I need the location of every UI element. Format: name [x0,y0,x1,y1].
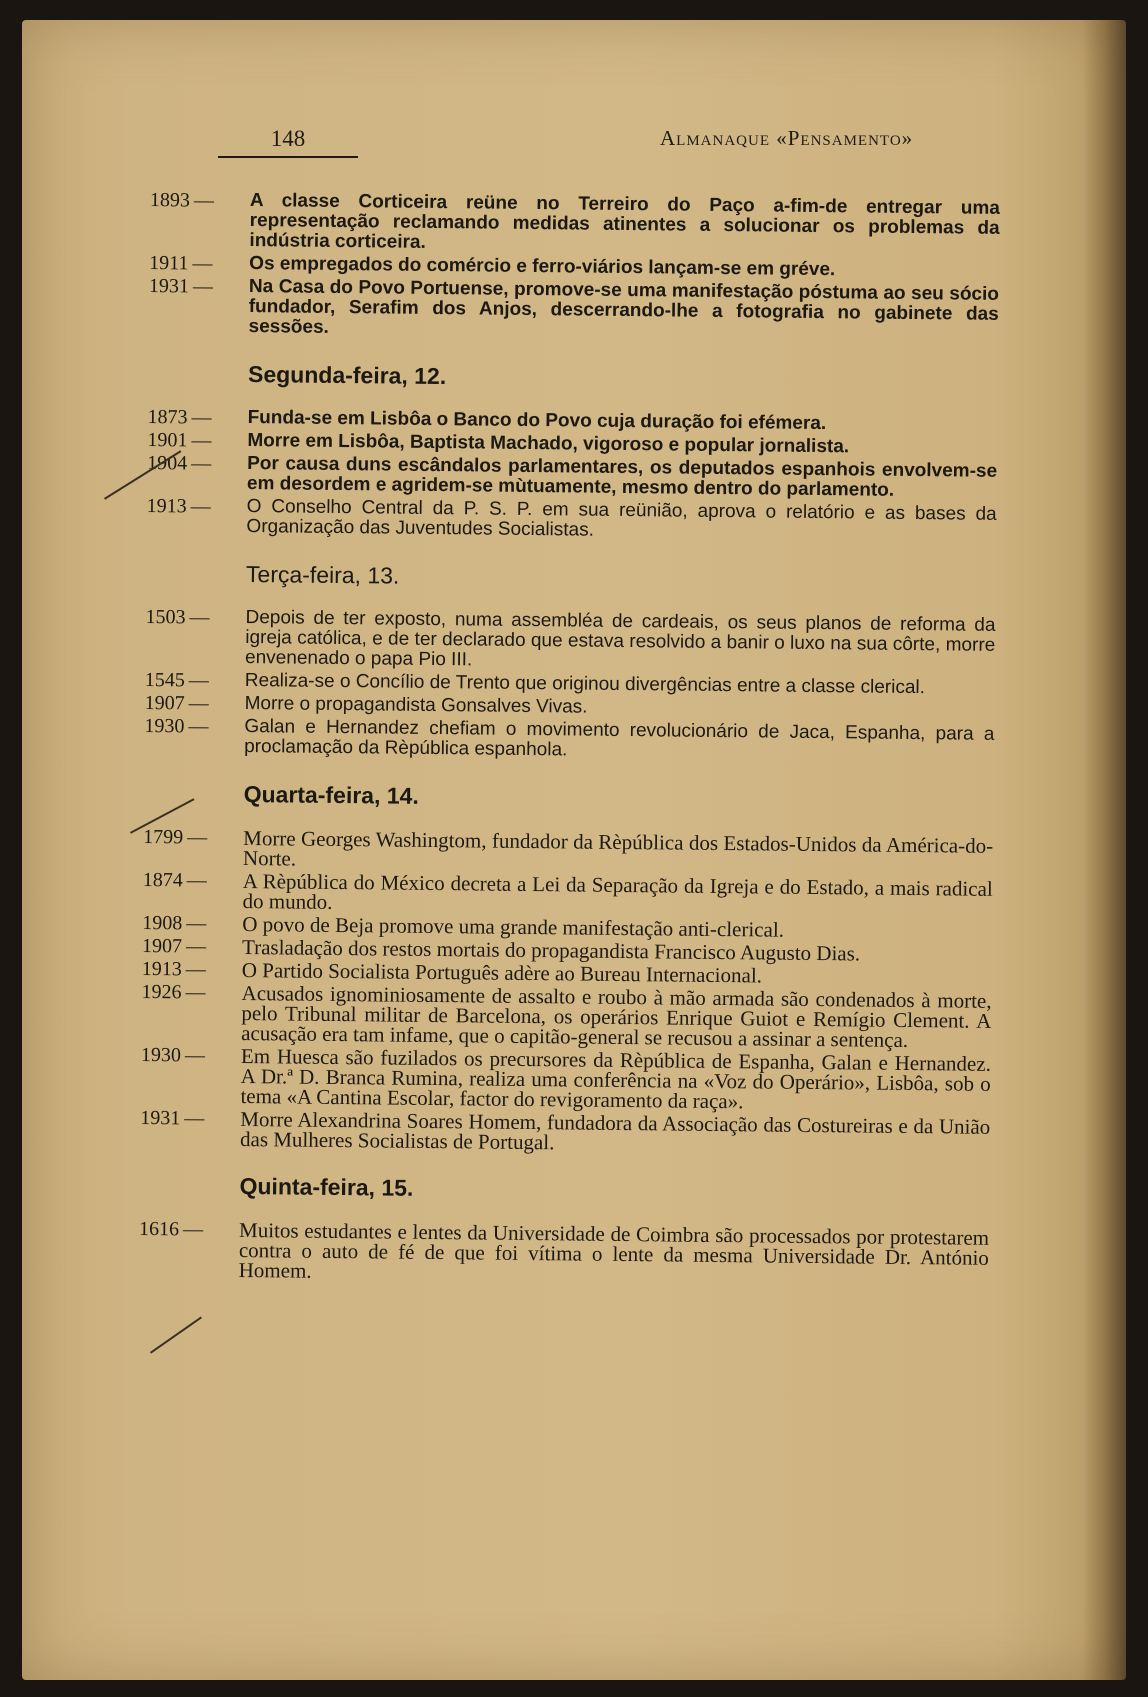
section-monday [146,407,997,545]
entry: 1616 — Muitos estudantes e lentes da Universidade de Coimbra são processados por protestarem contra o auto de fé de que foi vítima o lente da mesma Universidade Dr. António Homem. [139,1219,990,1288]
entry: 1913 — O Conselho Central da P. S. P. em sua reünião, aprova o relatório e as bases da Organização das Juventudes Socialistas. [146,496,996,545]
entry: 1931 — Na Casa do Povo Portuense, promove-se uma manifestação póstuma ao seu sócio fundador, Serafim dos Anjos, descerrando-lhe a fotografia no gabinete das sessões. [148,276,999,345]
entry-text: Realiza-se o Concílio de Trento que originou divergências entre a classe clerical. [244,670,926,699]
entry-year: 1930 [140,1043,182,1067]
entry: 1908 — O povo de Beja promove uma grande manifestação anti-clerical. [142,913,992,942]
entry: 1911 — Os empregados do comércio e ferro-viários lançam-se em gréve. [149,253,999,282]
entry-text: Morre em Lisbôa, Baptista Machado, vigoroso e popular jornalista. [247,430,850,458]
entry-text: Funda-se em Lisbôa o Banco do Povo cuja duração foi efémera. [247,407,827,435]
entry-year: 1873 [147,405,188,429]
entry: 1930 — Em Huesca são fuzilados os precursores da Rèpública de Espanha, Galan e Hernandez. A Dr.ª D. Branca Rumina, realiza uma conferência na «Voz do Operário», Lisbôa, sob o tema «A Cantina Escolar, factor do revigoramento da raça». [140,1043,992,1114]
entry: 1873 — Funda-se em Lisbôa o Banco do Povo cuja duração foi efémera. [148,407,998,436]
entry-text: O Partido Socialista Português adère ao Bureau Internacional. [241,958,763,988]
calendar-content [139,190,1000,1291]
day-heading: Terça-feira, 13. [245,561,400,589]
entry-text: Galan e Hernandez chefiam o movimento revolucionário de Jaca, Espanha, para a proclamação da Rèpública espanhola. [244,716,995,761]
section-continuation [148,190,999,345]
entry-year: 1931 [140,1106,181,1130]
entry: 1907 — Trasladação dos restos mortais do propagandista Francisco Augusto Dias. [142,936,992,965]
entry: 1799 — Morre Georges Washingtom, fundador da Rèpública dos Estados-Unidos da América-do-Norte. [143,827,993,876]
entry-text: Morre Alexandrina Soares Homem, fundadora da Associação das Costureiras e da União das Mulheres Socialistas de Portugal. [239,1106,991,1155]
entry-text: Em Huesca são fuzilados os precursores da Rèpública de Espanha, Galan e Hernandez. A Dr.ª D. Branca Rumina, realiza uma conferência na «Voz do Operário», Lisbôa, sob o tema «A Cantina Escolar, factor do revigoramento da raça». [240,1044,992,1114]
entry-text: A Rèpública do México decreta a Lei da Separação da Igreja e do Estado, a mais radical do mundo. [242,869,993,914]
entry-text: O Conselho Central da P. S. P. em sua reünião, aprova o relatório e as bases da Organização das Juventudes Socialistas. [246,496,997,541]
entry: 1926 — Acusados ignominiosamente de assalto e roubo à mão armada são condenados à morte, pelo Tribunal militar de Barcelona, os operários Enrique Guiot e Remígio Clement. A acusação era tam infame, que o capitão-general se recusou a assinar a sentença. [141,980,992,1052]
entry-text: Muitos estudantes e lentes da Universidade de Coimbra são processados por protestarem contra o auto de fé de que foi vítima o lente da mesma Universidade Dr. António Homem. [238,1217,990,1283]
entry-text: Por causa duns escândalos parlamentares, os deputados espanhois envolvem-se em desordem e agridem-se mùtuamente, mesmo dentro do parlamento. [246,453,998,501]
entry: 1907 — Morre o propagandista Gonsalves Vivas. [145,693,995,722]
entry: 1874 — A Rèpública do México decreta a Lei da Separação da Igreja e do Estado, a mais radical do mundo. [142,870,992,919]
entry-year: 1931 [148,274,190,298]
day-heading: Segunda-feira, 12. [247,361,447,390]
entry-year: 1930 [144,714,185,738]
entry: 1931 — Morre Alexandrina Soares Homem, fundadora da Associação das Costureiras e da União das Mulheres Socialistas de Portugal. [140,1108,990,1157]
entry-year: 1904 [147,451,188,475]
entry-text: O povo de Beja promove uma grande manifestação anti-clerical. [242,912,785,942]
entry-text: Morre Georges Washingtom, fundador da Rèpública dos Estados-Unidos da América-do-Norte. [242,826,994,871]
entry-text: Os empregados do comércio e ferro-viários lançam-se em gréve. [249,253,836,281]
entry-year: 1901 [147,428,188,452]
entry: 1930 — Galan e Hernandez chefiam o movimento revolucionário de Jaca, Espanha, para a proclamação da Rèpública espanhola. [144,716,994,765]
entry-year: 1874 [142,868,183,892]
entry-year: 1911 [149,251,189,275]
section-tuesday [144,607,996,765]
entry-year: 1926 [141,980,182,1004]
entry-text: Depois de ter exposto, numa assembléa de cardeais, os seus planos de reforma da igreja católica, e de ter declarado que estava resolvido a banir o luxo na sua côrte, morre envenenado o papa Pio III. [244,607,996,671]
entry: 1503 — Depois de ter exposto, numa assembléa de cardeais, os seus planos de reforma da igreja católica, e de ter declarado que estava resolvido a banir o luxo na sua côrte, morre envenenado o papa Pio III. [145,607,996,676]
entry: 1893 — A classe Corticeira reüne no Terreiro do Paço a-fim-de entregar uma representação reclamando medidas atinentes a solucionar os problemas da indústria corticeira. [149,190,1000,259]
entry: 1913 — O Partido Socialista Português adère ao Bureau Internacional. [142,959,992,988]
entry-text: Acusados ignominiosamente de assalto e roubo à mão armada são condenados à morte, pelo Tribunal militar de Barcelona, os operários Enrique Guiot e Remígio Clement. A acusação era tam infame, que o capitão-general se recusou a assinar a sentença. [241,981,992,1052]
entry-year: 1913 [141,957,182,981]
entry-text: Morre o propagandista Gonsalves Vivas. [244,693,588,718]
page-number: 148 [218,126,358,158]
entry-year: 1799 [143,825,184,849]
entry-year: 1908 [142,911,183,935]
page-fold-shadow [1082,20,1126,1680]
entry-year: 1545 [144,668,185,692]
entry-year: 1907 [144,691,185,715]
entry-year: 1913 [146,494,187,518]
entry: 1901 — Morre em Lisbôa, Baptista Machado, vigoroso e popular jornalista. [147,430,997,459]
section-thursday [139,1219,990,1288]
entry-text: Trasladação dos restos mortais do propagandista Francisco Augusto Dias. [241,935,861,966]
entry-year: 1893 [149,189,191,212]
entry-text: A classe Corticeira reüne no Terreiro do Paço a-fim-de entregar uma representação reclamando medidas atinentes a solucionar os problemas da indústria corticeira. [249,190,1000,253]
entry-text: Na Casa do Povo Portuense, promove-se uma manifestação póstuma ao seu sócio fundador, Serafim dos Anjos, descerrando-lhe a fotografia no gabinete das sessões. [248,276,1000,338]
entry-year: 1907 [141,934,183,958]
section-wednesday [140,827,993,1157]
entry: 1545 — Realiza-se o Concílio de Trento que originou divergências entre a classe clerical. [145,670,995,699]
day-heading: Quinta-feira, 15. [239,1172,414,1201]
entry-year: 1503 [145,605,186,629]
running-title: Almanaque «Pensamento» [660,126,914,150]
entry: 1904 — Por causa duns escândalos parlamentares, os deputados espanhois envolvem-se em desordem e agridem-se mùtuamente, mesmo dentro do parlamento. [147,451,998,501]
day-heading: Quarta-feira, 14. [243,781,419,809]
entry-year: 1616 [139,1217,180,1241]
